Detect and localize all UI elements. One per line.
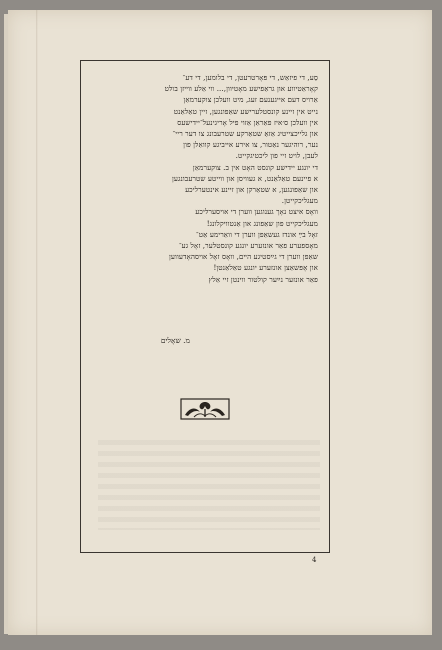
article-text	[96, 72, 318, 285]
text-line: מעגליכקייטן.	[281, 196, 318, 206]
page-number: 4	[312, 556, 317, 564]
text-line: קאָראַטיווע און גראַפישע מאָטיוון,... ווי אַלע ווייזן בולט	[164, 84, 318, 94]
text-line: און אָפּשאַצן אונזערע יונגע טאַלאַנטן!	[213, 263, 318, 273]
bleed-through-texture	[98, 440, 320, 530]
text-line: די יונגע יידישע קונסט האָט אין ב. צוקערמאַן	[192, 162, 318, 172]
author-signature: מ. שאָלים	[160, 336, 190, 345]
text-line: לעבן, לויט זיי פון ליכטיגקייט.	[235, 151, 318, 161]
decorative-vignette-icon	[180, 398, 230, 420]
text-line: נייט אין זיינע קונסטלערישע שאַפונגען, זיין טאַלאַנט	[173, 106, 318, 116]
text-line: שאַפן ווערן די גײַסטיגע הײם, וואָס זאָל אויסהאָדעווען	[169, 252, 318, 262]
text-line: מעגליכקייט פון שאַפונג און אַנטוויקלונג!	[206, 218, 318, 228]
text-line: אַרויס דעם אייגענעם זעג, מיט וועלכן צוקערמאַן	[183, 95, 318, 105]
text-line: און שאַפונגען, א שטאַרקן און זיינע אינטערליכע	[185, 185, 318, 195]
text-line: א פיינעם טאַלאַנט, א געוויסן און ווייטע שטרעבונגען	[172, 173, 318, 183]
text-line: און גלייכצייטיג אַזאַ שטאַרקע שטרעבונג צו דער ריי־	[172, 129, 318, 139]
text-line: מאָספערע פאַר אונזערע יונגע קונסטלער, זאָל גע־	[178, 241, 318, 251]
text-line: וואָס איצט נאָך גענוגען ווערן די אויסערליכע	[195, 207, 318, 217]
text-line: אין וועלכן ס׳איז פאַראַן אַזוי פיל אָריגינעל־יידישעס	[177, 117, 318, 127]
text-line: נער, רוהיגער נאַטור, צו אירע אייביגע קוואַלן פון	[183, 140, 318, 150]
page-fold	[36, 10, 38, 635]
text-line: סַע, די פיזאַש, די פּאָרטרעטן, די בלומען, די דע־	[182, 73, 318, 82]
text-line: פאַר אונזער נײַער קולטור ווינטן זיי אַלץ	[208, 274, 318, 284]
text-line: זאָל בײַ אונדז געשאַפן ווערן די וואַרימע אַט־	[195, 229, 318, 239]
